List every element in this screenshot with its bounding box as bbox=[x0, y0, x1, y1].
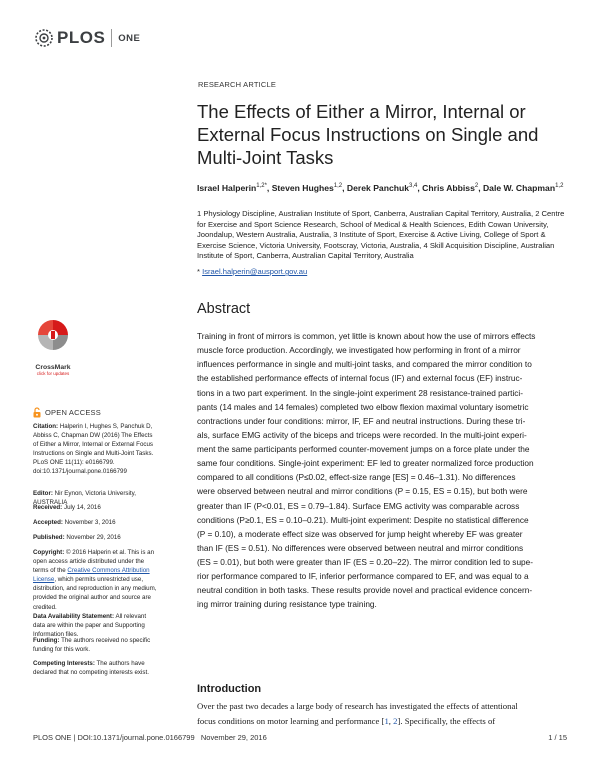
author-name: Chris Abbiss bbox=[422, 182, 475, 193]
abstract-line: (ES = 0.01), but both were greater than IF (ES = 0.20–22). The mirror condition led to supe- bbox=[197, 557, 534, 567]
intro-line-2 bbox=[197, 714, 567, 729]
abstract-line: influences performance in single and multi-joint tasks, and compared the mirror condition to bbox=[197, 359, 532, 370]
competing-interests-block bbox=[33, 659, 157, 677]
author-separator: , bbox=[342, 182, 347, 193]
author-item bbox=[197, 183, 272, 193]
author-item bbox=[347, 183, 422, 193]
abstract-line: pants (14 males and 14 females) completed two elbow flexion maximal voluntary isometric bbox=[197, 401, 529, 412]
crossmark-icon bbox=[32, 318, 74, 358]
footer-journal-info: PLOS ONE | DOI:10.1371/journal.pone.0166799 November 29, 2016 bbox=[33, 733, 267, 742]
author-corresponding-mark: * bbox=[264, 183, 267, 189]
affiliations: 1 Physiology Discipline, Australian Institute of Sport, Canberra, Australian Capital Territory, Australia, 2 Centre for Exercise and Sport Science Research, School of Medical & Health Sciences, Edith Cowan University, Joondalup, Western Australia, Australia, 3 Institute of Sport, Exercise & Active Living, College of Sport & Exercise Science, Victoria University, Footscray, Victoria, Australia, 4 Skill Acquisition Discipline, Australian Institute of Sport, Canberra, Australian Capital Territory, Australia bbox=[197, 209, 565, 261]
author-affiliation-sup: 1,2 bbox=[555, 183, 564, 189]
logo-divider bbox=[111, 29, 112, 47]
accepted-label: Accepted: bbox=[33, 519, 63, 526]
abstract-line: same four conditions. Single-joint experiment: EF led to greater normalized force production bbox=[197, 458, 534, 469]
author-item bbox=[422, 183, 483, 193]
copyright-block bbox=[33, 548, 157, 612]
author-name: Israel Halperin bbox=[197, 182, 257, 193]
abstract-line: the established performance effects of internal focus (IF) and external focus (EF) instruc- bbox=[197, 373, 523, 384]
author-affiliation-sup: 1,2 bbox=[333, 183, 343, 189]
open-access-badge bbox=[33, 407, 101, 418]
author-list bbox=[197, 180, 567, 194]
abstract-line: als, surface EMG activity of the biceps and triceps were recorded. In the multi-joint experi- bbox=[197, 429, 527, 440]
plos-one-logo bbox=[33, 26, 140, 50]
author-item bbox=[483, 183, 563, 193]
author-affiliation-sup: 1,2 bbox=[256, 183, 265, 189]
copyright-label: Copyright: bbox=[33, 549, 65, 556]
abstract-line: tions in a two part experiment. In the single-joint experiment 28 resistance-trained partici- bbox=[197, 387, 524, 398]
citation-label: Citation: bbox=[33, 423, 59, 430]
corresponding-email-link[interactable]: Israel.halperin@ausport.gov.au bbox=[202, 267, 308, 276]
abstract-line: muscle force production. Accordingly, we investigated how performing in front of a mirror bbox=[197, 345, 521, 356]
plos-logo-icon bbox=[33, 27, 55, 49]
introduction-heading: Introduction bbox=[197, 683, 262, 695]
data-availability-text: All relevant data are within the paper and Supporting Information files. bbox=[33, 613, 147, 639]
received-label: Received: bbox=[33, 504, 63, 511]
citation-text: Halperin I, Hughes S, Panchuk D, Abbiss C, Chapman DW (2016) The Effects of Either a Mirror, Internal or External Focus Instructions on Single and Multi-Joint Tasks. PLoS ONE 11(11): e0166799. doi:10.1371/journal.pone.0166799 bbox=[33, 423, 154, 476]
funding-text: The authors received no specific funding for this work. bbox=[33, 637, 151, 654]
corresponding-author bbox=[197, 267, 307, 276]
editor-text: Nir Eynon, Victoria University, AUSTRALIA bbox=[33, 490, 136, 507]
introduction-body bbox=[197, 699, 567, 728]
author-separator: , bbox=[417, 182, 423, 193]
corresponding-mark: * bbox=[197, 267, 200, 276]
citation-block bbox=[33, 422, 157, 477]
abstract-line: greater than IF (P<0.01, ES = 0.79–1.84). Surface EMG activity was comparable across bbox=[197, 500, 520, 511]
editor-label: Editor: bbox=[33, 490, 53, 497]
crossmark-label: CrossMark bbox=[35, 364, 71, 371]
abstract-line: contractions under four conditions: mirror, IF, EF and neutral instructions. During these tri- bbox=[197, 415, 526, 426]
accepted-block bbox=[33, 518, 157, 527]
citation-link-1[interactable]: 1 bbox=[384, 715, 389, 726]
author-name: Derek Panchuk bbox=[346, 182, 410, 193]
competing-interests-text: The authors have declared that no competing interests exist. bbox=[33, 660, 149, 677]
author-name: Steven Hughes bbox=[271, 182, 334, 193]
abstract-line: conditions (P≥0.1, ES = 0.10–0.21). Multi-joint experiment: Despite no statistical difference bbox=[197, 514, 529, 525]
author-item bbox=[272, 183, 347, 193]
published-label: Published: bbox=[33, 534, 65, 541]
published-date: November 29, 2016 bbox=[66, 534, 121, 541]
abstract-line: ing mirror training during resistance type training. bbox=[197, 599, 377, 610]
citation-link-2[interactable]: 2 bbox=[393, 715, 398, 726]
abstract-heading: Abstract bbox=[197, 301, 251, 317]
author-name: Dale W. Chapman bbox=[482, 182, 556, 193]
intro-line-2-end: ]. Specifically, the effects of bbox=[397, 715, 496, 726]
abstract-line: were observed between neutral and mirror conditions (P = 0.15, ES = 0.15), but both were bbox=[197, 486, 528, 497]
crossmark-badge[interactable] bbox=[32, 318, 74, 376]
open-access-label: OPEN ACCESS bbox=[45, 408, 101, 417]
author-affiliation-sup: 3,4 bbox=[409, 183, 418, 189]
abstract-line: (P = 0.10), a moderate effect size was observed for jump height whereby EF was greater bbox=[197, 528, 523, 539]
abstract-line: than IF (ES = 0.51). No differences were observed between neutral and mirror conditions bbox=[197, 542, 524, 553]
logo-plos-text: PLOS bbox=[57, 28, 106, 47]
data-availability-label: Data Availability Statement: bbox=[33, 613, 115, 620]
abstract-line: compared to all conditions (P≤0.02, effect-size range [ES] = 0.46–1.31). No differences bbox=[197, 472, 516, 483]
article-title: The Effects of Either a Mirror, Internal or External Focus Instructions on Single and Multi-Joint Tasks bbox=[197, 101, 539, 168]
received-block bbox=[33, 503, 157, 512]
crossmark-sub: click for updates bbox=[36, 371, 70, 376]
abstract-body bbox=[197, 329, 572, 612]
author-affiliation-sup: 2 bbox=[474, 183, 479, 189]
intro-line-1: Over the past two decades a large body of research has investigated the effects of attentional bbox=[197, 701, 518, 711]
funding-block bbox=[33, 636, 157, 654]
author-separator: , bbox=[266, 182, 272, 193]
author-separator: , bbox=[478, 182, 483, 193]
abstract-line: neutral condition in both tasks. These results provide novel and practical evidence concern- bbox=[197, 585, 533, 596]
abstract-line: Training in front of mirrors is common, yet little is known about how the use of mirrors effects bbox=[197, 331, 536, 341]
abstract-line: ment the same participants performed counter-movement jumps on a force plate under the bbox=[197, 444, 530, 454]
copyright-text-post: , which permits unrestricted use, distribution, and reproduction in any medium, provided the original author and source are credited. bbox=[33, 576, 157, 611]
abstract-line: rior performance compared to IF, inferior performance compared to EF, and was equal to a bbox=[197, 571, 529, 582]
funding-label: Funding: bbox=[33, 637, 60, 644]
footer-page-number: 1 / 15 bbox=[548, 733, 567, 742]
accepted-date: November 3, 2016 bbox=[64, 519, 116, 526]
logo-journal-text: ONE bbox=[118, 32, 141, 44]
competing-interests-label: Competing Interests: bbox=[33, 660, 95, 667]
published-block bbox=[33, 533, 157, 542]
article-type: RESEARCH ARTICLE bbox=[198, 80, 277, 89]
citation-separator: , bbox=[388, 715, 394, 726]
intro-line-2-start: focus conditions on motor learning and performance [ bbox=[197, 715, 385, 726]
received-date: July 14, 2016 bbox=[63, 504, 101, 511]
copyright-text-pre: © 2016 Halperin et al. This is an open access article distributed under the terms of the bbox=[33, 549, 155, 575]
open-lock-icon bbox=[33, 407, 41, 418]
license-link[interactable]: Creative Commons Attribution License bbox=[33, 567, 150, 584]
